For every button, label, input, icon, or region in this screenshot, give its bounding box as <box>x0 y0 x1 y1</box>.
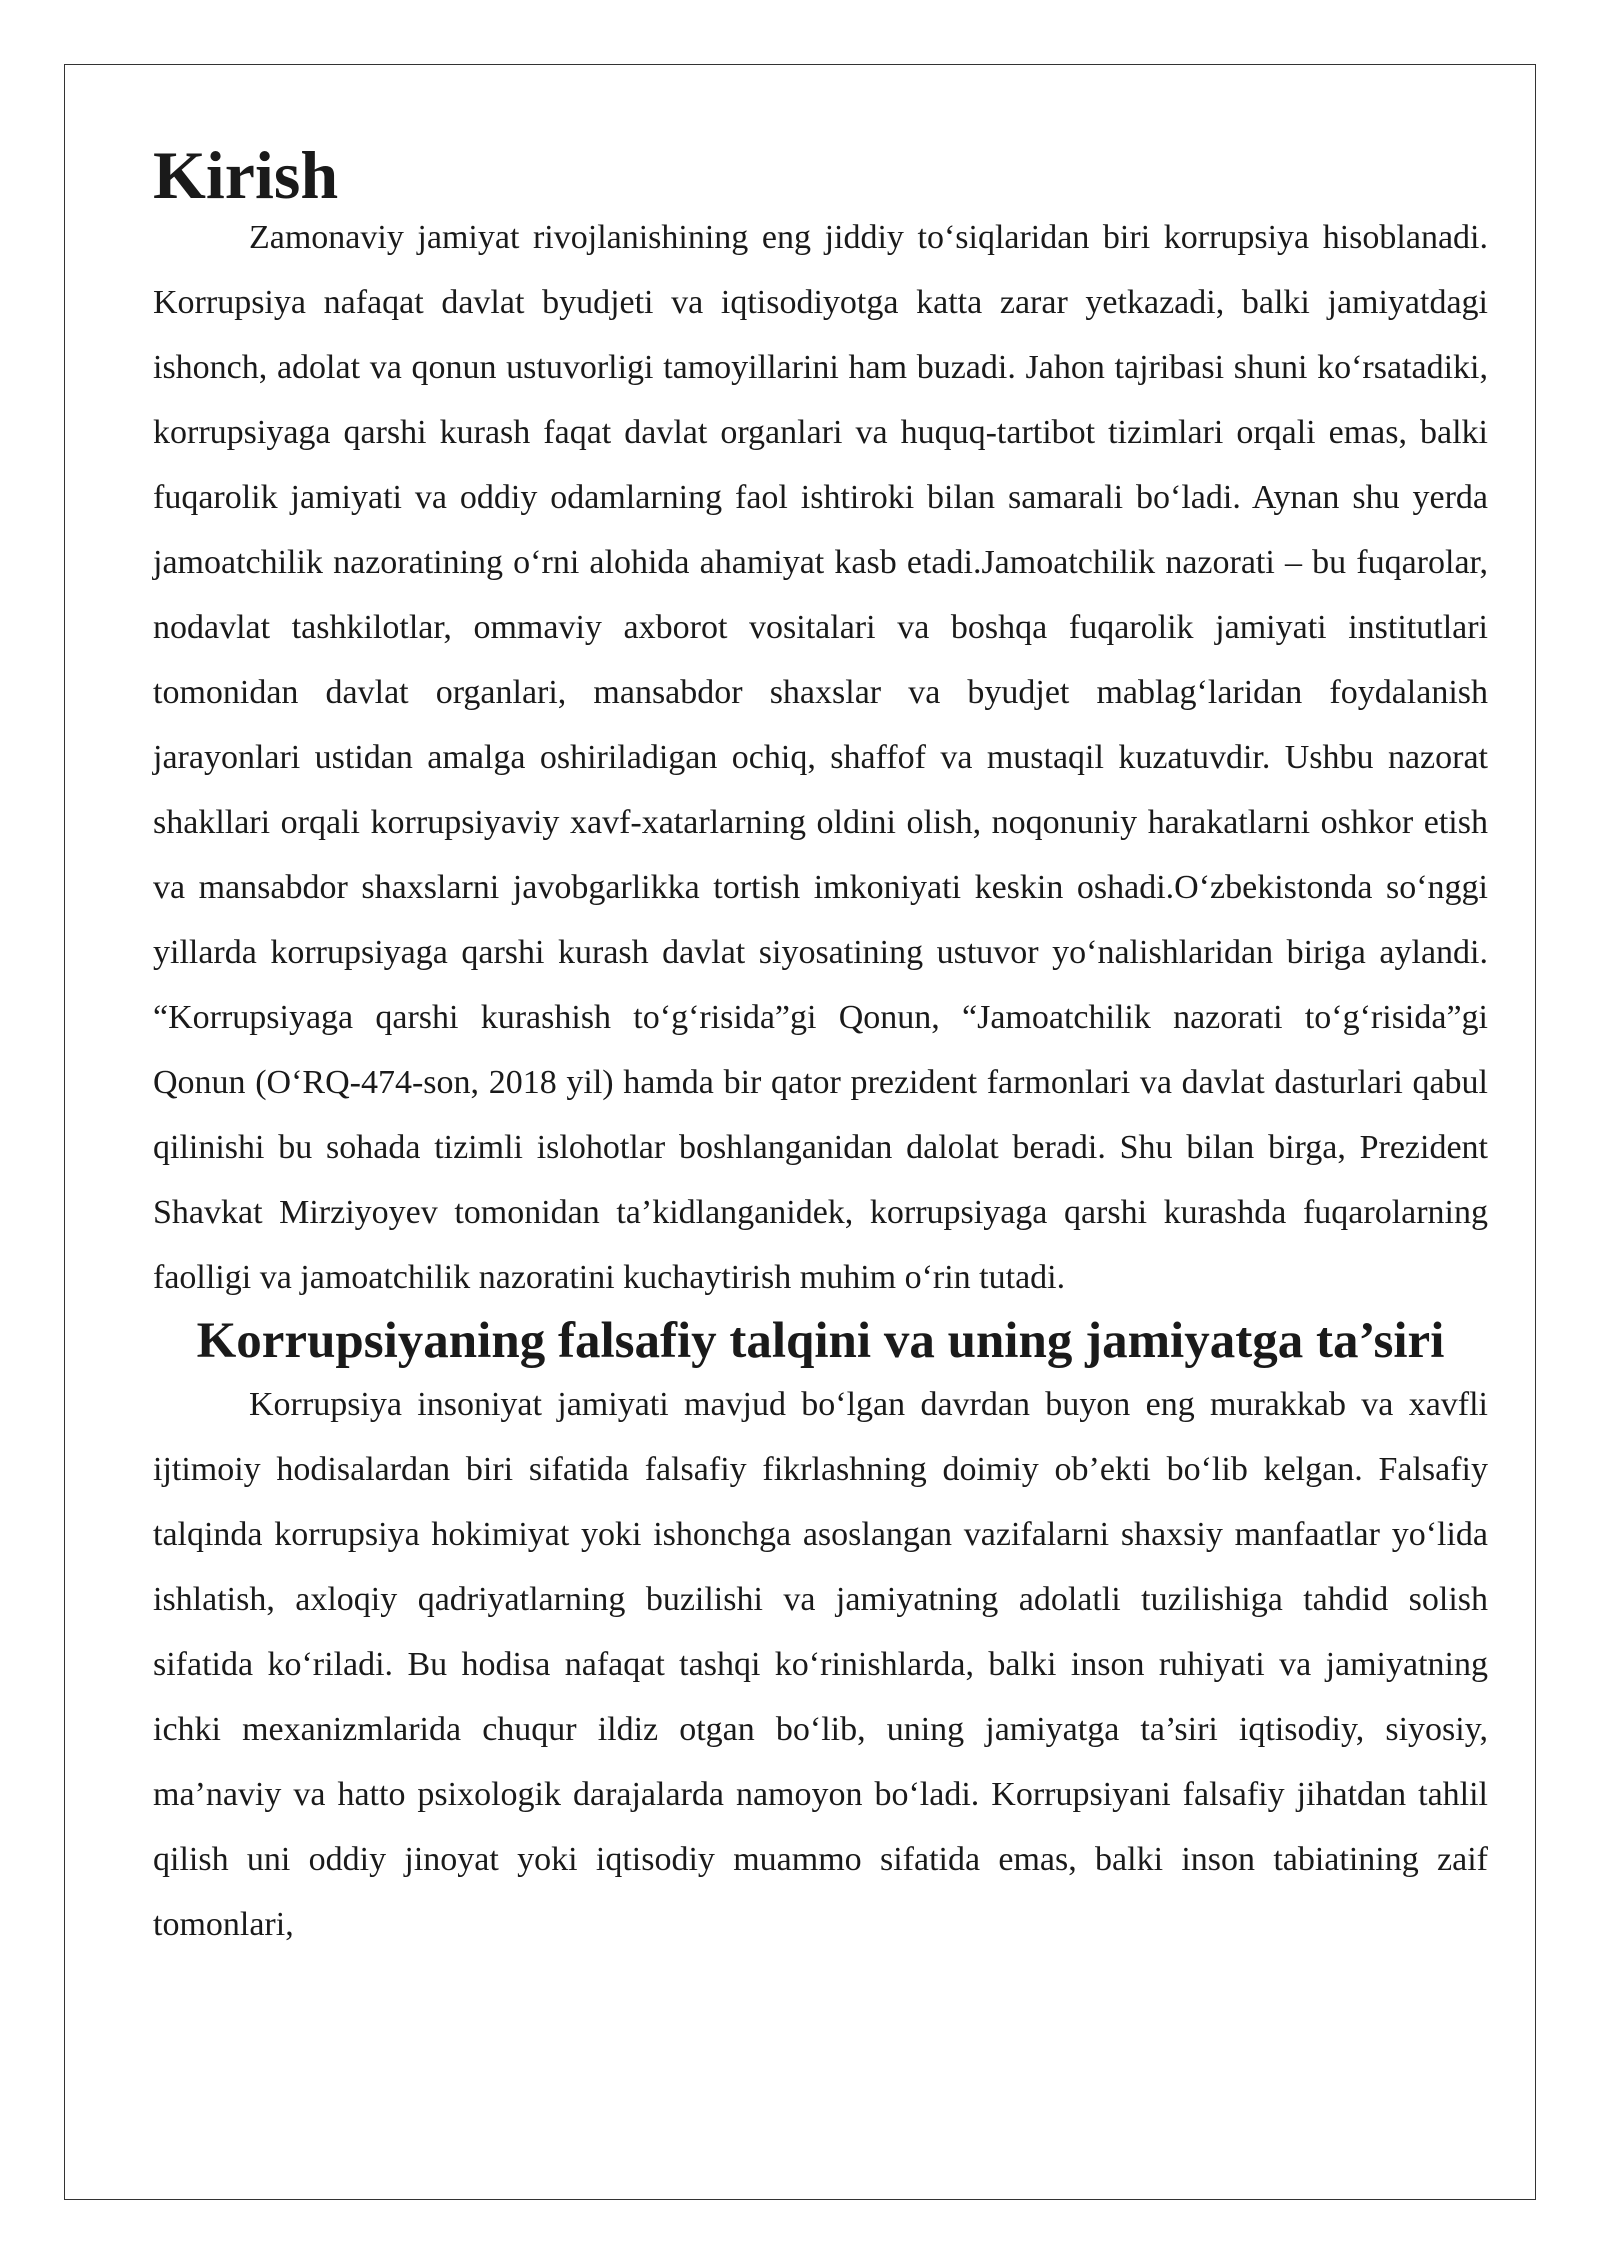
philosophy-paragraph: Korrupsiya insoniyat jamiyati mavjud bo‘lgan davrdan buyon eng murakkab va xavfli ijtimoiy hodisalardan biri sifatida falsafiy fikrlashning doimiy ob’ekti bo‘lib kelgan. Falsafiy talqinda korrupsiya hokimiyat yoki ishonchga asoslangan vazifalarni shaxsiy manfaatlar yo‘lida ishlatish, axloqiy qadriyatlarning buzilishi va jamiyatning adolatli tuzilishiga tahdid solish sifatida ko‘riladi. Bu hodisa nafaqat tashqi ko‘rinishlarda, balki inson ruhiyati va jamiyatning ichki mexanizmlarida chuqur ildiz otgan bo‘lib, uning jamiyatga ta’siri iqtisodiy, siyosiy, ma’naviy va hatto psixologik darajalarda namoyon bo‘ladi. Korrupsiyani falsafiy jihatdan tahlil qilish uni oddiy jinoyat yoki iqtisodiy muammo sifatida emas, balki inson tabiatining zaif tomonlari, <box>153 1386 1488 1943</box>
section-heading-intro: Kirish <box>153 137 339 213</box>
intro-paragraph: Zamonaviy jamiyat rivojlanishining eng jiddiy to‘siqlaridan biri korrupsiya hisoblanadi. Korrupsiya nafaqat davlat byudjeti va iqtisodiyotga katta zarar yetkazadi, balki jamiyatdagi ishonch, adolat va qonun ustuvorligi tamoyillarini ham buzadi. Jahon tajribasi shuni ko‘rsatadiki, korrupsiyaga qarshi kurash faqat davlat organlari va huquq-tartibot tizimlari orqali emas, balki fuqarolik jamiyati va oddiy odamlarning faol ishtiroki bilan samarali bo‘ladi. Aynan shu yerda jamoatchilik nazoratining o‘rni alohida ahamiyat kasb etadi.Jamoatchilik nazorati – bu fuqarolar, nodavlat tashkilotlar, ommaviy axborot vositalari va boshqa fuqarolik jamiyati institutlari tomonidan davlat organlari, mansabdor shaxslar va byudjet mablag‘laridan foydalanish jarayonlari ustidan amalga oshiriladigan ochiq, shaffof va mustaqil kuzatuvdir. Ushbu nazorat shakllari orqali korrupsiyaviy xavf-xatarlarning oldini olish, noqonuniy harakatlarni oshkor etish va mansabdor shaxslarni javobgarlikka tortish imkoniyati keskin oshadi.O‘zbekistonda so‘nggi yillarda korrupsiyaga qarshi kurash davlat siyosatining ustuvor yo‘nalishlaridan biriga aylandi. “Korrupsiyaga qarshi kurashish to‘g‘risida”gi Qonun, “Jamoatchilik nazorati to‘g‘risida”gi Qonun (O‘RQ-474-son, 2018 yil) hamda bir qator prezident farmonlari va davlat dasturlari qabul qilinishi bu sohada tizimli islohotlar boshlanganidan dalolat beradi. Shu bilan birga, Prezident Shavkat Mirziyoyev tomonidan ta’kidlanganidek, korrupsiyaga qarshi kurashda fuqarolarning faolligi va jamoatchilik nazoratini kuchaytirish muhim o‘rin tutadi. <box>153 219 1488 1296</box>
document-body <box>153 137 1488 1957</box>
section-heading-philosophy: Korrupsiyaning falsafiy talqini va uning jamiyatga ta’siri <box>196 1313 1445 1369</box>
